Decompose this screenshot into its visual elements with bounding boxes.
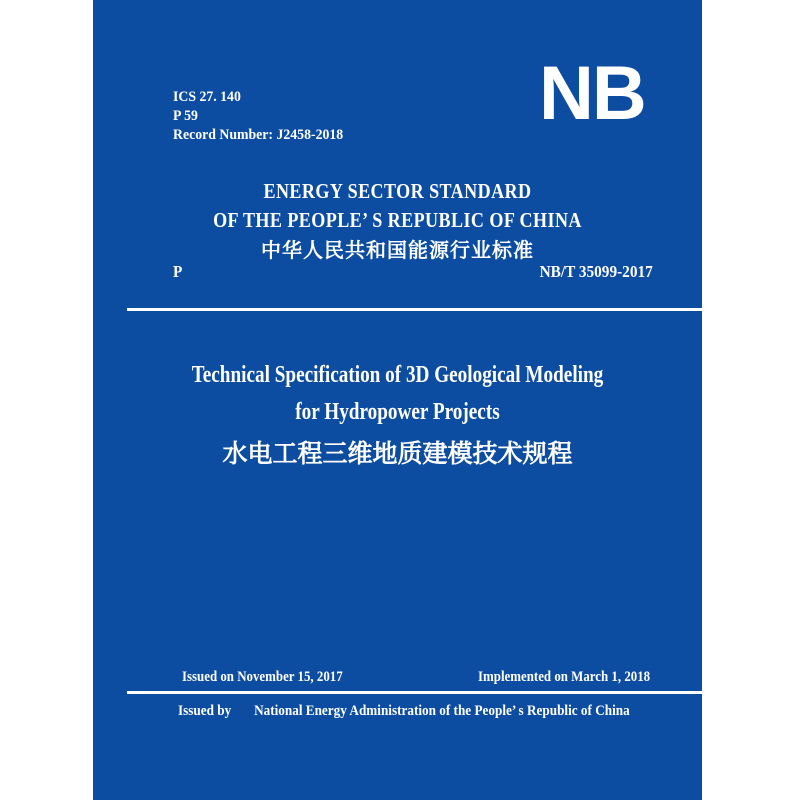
standard-header: [93, 177, 702, 263]
title-block: [93, 357, 702, 470]
issued-by-label: Issued by: [178, 703, 232, 719]
issued-date: Issued on November 15, 2017: [182, 669, 343, 685]
standard-name-zh: 中华人民共和国能源行业标准: [261, 240, 534, 262]
implemented-date: Implemented on March 1, 2018: [477, 669, 650, 685]
standard-number: NB/T 35099-2017: [539, 262, 653, 281]
footer-divider-rule: [127, 691, 702, 694]
standard-name-en-line2: OF THE PEOPLE’ S REPUBLIC OF CHINA: [213, 208, 582, 232]
title-en-line2: for Hydropower Projects: [295, 399, 500, 425]
title-en-line1: Technical Specification of 3D Geological Modeling: [191, 362, 604, 388]
issued-by-value: National Energy Administration of the People’ s Republic of China: [254, 703, 630, 719]
title-zh: 水电工程三维地质建模技术规程: [222, 440, 573, 468]
classification-letter: P: [173, 262, 183, 281]
dates-row: [182, 668, 650, 686]
issuer-row: [178, 702, 630, 720]
ics-code: ICS 27. 140: [173, 89, 241, 105]
header-divider-rule: [127, 308, 702, 311]
code-row: [173, 262, 653, 282]
record-number: Record Number: J2458-2018: [173, 127, 344, 143]
nb-logo: NB: [539, 51, 645, 136]
classification-code: P 59: [173, 108, 198, 124]
standard-name-en-line1: ENERGY SECTOR STANDARD: [263, 179, 532, 203]
standard-cover: [93, 0, 702, 800]
meta-block: [173, 88, 343, 145]
